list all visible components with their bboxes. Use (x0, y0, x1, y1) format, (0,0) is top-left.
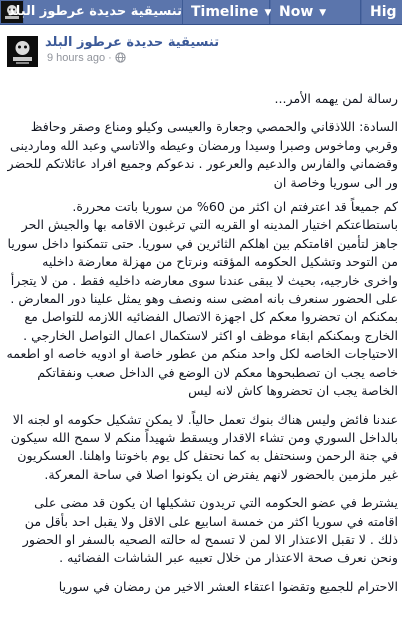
post-paragraph: السادة: اللاذقاني والحمصي وجعارة والعيسى وكيلو ومناع وصقر وحافظ وقربي وماخوس وصبرا وسيدا ورمضان وعيطه والاتاسي وعبد الله وماردينى وقضماني والفارس والدعيم والعرعور . ندعوكم وجميع افراد عائلاتكم للحضر (7, 119, 398, 172)
chevron-down-icon: ▼ (264, 8, 272, 18)
post-timestamp-row (47, 52, 126, 64)
highlights-label: Hig (370, 4, 397, 20)
paragraph-gap (6, 484, 398, 494)
author-logo-icon (7, 36, 38, 67)
page-top-bar (0, 0, 402, 25)
highlights-dropdown[interactable] (362, 0, 402, 24)
post-paragraph: عندنا فائض وليس هناك بنوك تعمل حالياً. لا يمكن تشكيل حكومه او لجنه الا بالداخل السوري ومن تشاء الاقدار ويسقط شهيداً منكم لا سمح الله سيكون في جنة الرحمن وسنحتفل به كما نحتفل كل يوم باخوتنا واهلنا. العسكريون غير ملزمين بالحضور لانهم يفترض ان يكونوا اصلا في ساحة المعركة. (10, 411, 398, 482)
post-author-name[interactable]: تنسيقية حديدة عرطوز البلد (45, 35, 220, 50)
now-label: Now (279, 4, 314, 20)
post-paragraph: الاحترام للجميع وتقضوا اعتقاء العشر الاخير من رمضان في سوريا (58, 578, 398, 594)
post-message (6, 90, 398, 640)
post-paragraph: يشترط في عضو الحكومه التي تريدون تشكيلها ان يكون قد مضى على اقامته في سوريا اكثر من خمسة اسابيع على الاقل ولا يقبل احد بأقل من ذلك . لا تقبل الاعتذار الا لمن لا تسمح له حالته الصحيه بالسفر او الحضور ونحن نعرف صحة الاعتذار من خلال تعبيه عبر الشاشات الفضائيه . (22, 495, 398, 566)
post-paragraph: رسالة لمن يهمه الأمر... (274, 91, 398, 106)
timeline-label: Timeline (191, 4, 259, 20)
paragraph-gap (6, 568, 398, 578)
post-paragraph: ور الى سوريا وخاصة ان (273, 174, 398, 190)
globe-icon[interactable] (115, 52, 126, 63)
timeline-dropdown[interactable] (183, 0, 270, 24)
post-paragraph: كم جميعاً قد اعترفتم ان اكثر من 60% من سوريا باتت محررة. باستطاعتكم اختيار المدينه او القريه التي ترغبون الاقامه بها والجيش الحر جاهز لتأمين اقامتكم بين اهلكم الثائرين في سوريا. حتى تتمكنوا داخل سوريا من التوحد وتشكيل الحكومه المؤقته ونرتاح من مهزلة معارضة داخليه واخرى خارجيه، بحيث لا يبقى عندنا سوى معارضه داخليه فقط . من لا يتجرأ على الحضور سنعرف بانه امضى سنه ونصف وهو يمثل علينا دور المعارض . بمكنكم ان تحضروا معكم كل اجهزة الاتصال الفضائيه اللازمه للتواصل مع الخارج وبمكنكم ابقاء موظف او اكثر لاستكمال اعمال التواصل الخارجي . الاحتياجات الخاصه لكل واحد منكم من عطور خاصة او ادويه خاصه او اطعمه خاصه يجب ان تصطبحوها معكم لان الوضع في الداخل صعب ونفقاتكم الخاصة يجب ان تحضروها كاش لانه ليس (6, 199, 398, 399)
chevron-down-icon: ▼ (319, 8, 327, 18)
separator-dot: · (108, 52, 112, 64)
author-avatar[interactable] (7, 36, 38, 67)
post-timestamp[interactable]: 9 hours ago (47, 52, 106, 64)
now-dropdown[interactable] (271, 0, 361, 24)
page-name-link[interactable]: تنسيقية حديدة عرطوز البلد (24, 0, 183, 24)
paragraph-gap (6, 401, 398, 411)
paragraph-gap (6, 108, 398, 118)
